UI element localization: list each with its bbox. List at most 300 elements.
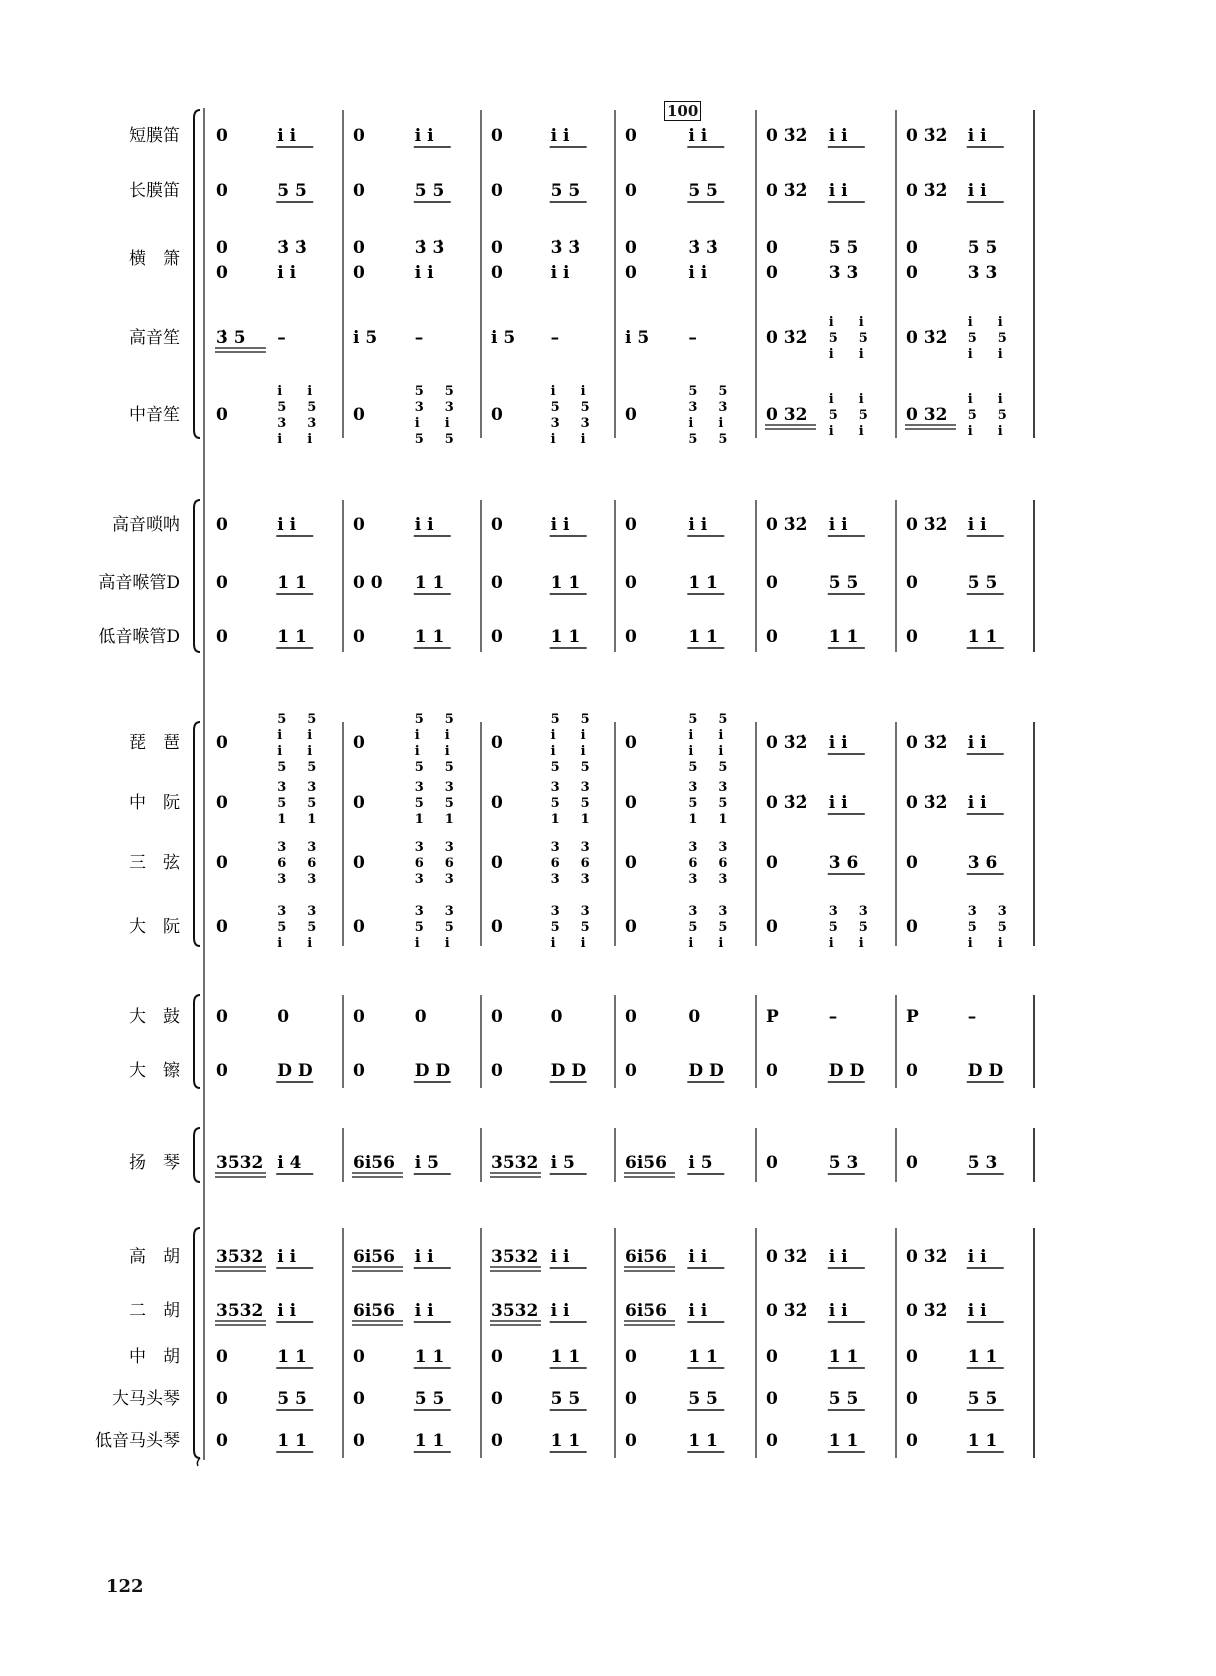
chord-note: 3 (858, 904, 868, 919)
note-text: 0 (625, 917, 637, 937)
note-text: 0 (491, 627, 503, 647)
note-text: i i (550, 1301, 570, 1321)
note-text: i i (828, 181, 848, 201)
chord-note: 5 (307, 760, 317, 775)
note-text: 6i56 (625, 1301, 667, 1321)
chord-note: 3 (414, 780, 424, 795)
note-text: 0 3̇2̇ (766, 1247, 808, 1267)
chord-note: i (277, 744, 283, 759)
chord-note: 5 (414, 796, 424, 811)
chord-note: 3 (550, 780, 560, 795)
note-upper: 0 (491, 238, 503, 258)
note-text: 1 1 (828, 1347, 859, 1367)
note-text: i i (967, 1247, 987, 1267)
note-text: 0 (491, 1431, 503, 1451)
chord-note: 6 (580, 856, 590, 871)
note-text: 0 (491, 1347, 503, 1367)
note-text: i i (277, 515, 297, 535)
chord-note: 3 (307, 904, 317, 919)
note-text: 0 (766, 1061, 778, 1081)
note-text: i i (828, 1247, 848, 1267)
note-text: i 5 (625, 328, 650, 348)
note-text: 0 (216, 1007, 228, 1027)
chord-note: 3 (444, 904, 454, 919)
note-text: 0 (216, 181, 228, 201)
note-text: 5 5 (414, 1389, 445, 1409)
note-text: i i (414, 515, 434, 535)
note-text: 3532 (491, 1153, 539, 1173)
note-text: – (828, 1007, 838, 1027)
chord-note: 3 (967, 904, 977, 919)
note-text: D D (688, 1061, 724, 1081)
note-text: 5 3 (967, 1153, 998, 1173)
note-text: – (277, 328, 286, 348)
chord-note: 5 (688, 796, 698, 811)
note-text: 0 (491, 853, 503, 873)
note-text: i i (277, 1301, 297, 1321)
note-text: 1 1 (414, 627, 445, 647)
note-text: 3̇ 5 (216, 328, 246, 348)
note-text: 0 (491, 181, 503, 201)
note-text: 0 (625, 1431, 637, 1451)
chord-note: 3 (444, 840, 454, 855)
chord-note: 3 (307, 780, 317, 795)
note-text: 0 (625, 627, 637, 647)
note-upper: 3̇ 3̇ (550, 238, 581, 258)
chord-note: 5 (858, 408, 868, 423)
note-lower: i i (550, 263, 570, 283)
chord-note: 5 (688, 760, 698, 775)
chord-note: 5 (307, 400, 317, 415)
note-text: 5 3 (828, 1153, 859, 1173)
chord-note: 5 (580, 712, 590, 727)
note-lower: 0 (491, 263, 503, 283)
instrument-label: 低音马头琴 (95, 1431, 180, 1451)
chord-note: i (858, 936, 864, 951)
chord-note: 6 (444, 856, 454, 871)
note-text: 0 3̇2̇ (766, 1301, 808, 1321)
chord-note: 5 (444, 432, 454, 447)
note-text: 0 3̇2̇ (906, 1301, 948, 1321)
chord-note: 5 (688, 432, 698, 447)
note-text: i i (967, 515, 987, 535)
note-text: 1 1 (277, 1431, 307, 1451)
chord-note: 3 (414, 400, 424, 415)
instrument-label: 大 镲 (129, 1061, 180, 1081)
note-text: 0 (550, 1007, 563, 1027)
note-text: i 5 (688, 1153, 713, 1173)
chord-note: i (550, 384, 556, 399)
chord-note: i (277, 728, 283, 743)
note-text: 0 (353, 627, 365, 647)
page-number: 122 (106, 1576, 144, 1597)
note-text: 0 (216, 126, 228, 146)
instrument-label: 高音唢呐 (112, 515, 180, 535)
note-text: 0 (353, 853, 365, 873)
chord-note: 5 (444, 760, 454, 775)
chord-note: 5 (828, 331, 838, 346)
note-text: 0 (353, 405, 365, 425)
note-upper: 0 (625, 238, 637, 258)
chord-note: i (828, 392, 834, 407)
chord-note: 5 (688, 712, 698, 727)
chord-note: 6 (550, 856, 560, 871)
chord-note: i (414, 744, 420, 759)
instrument-label: 二 胡 (129, 1301, 180, 1321)
note-text: 0 (353, 793, 365, 813)
note-text: 0 3̇2̇ (766, 181, 808, 201)
note-upper: 5 5 (967, 238, 998, 258)
group-brace (194, 1128, 200, 1182)
note-text: i i (414, 1247, 434, 1267)
note-text: 0 (766, 1431, 778, 1451)
chord-note: i (550, 744, 556, 759)
chord-note: 5 (718, 432, 728, 447)
note-text: 0 (906, 1431, 918, 1451)
note-text: 0 3̇2̇ (766, 733, 808, 753)
chord-note: 5 (718, 384, 728, 399)
chord-note: 3 (550, 416, 560, 431)
chord-note: i (858, 315, 864, 330)
note-text: 0 (906, 627, 918, 647)
note-text: 0 3̇2̇ (906, 181, 948, 201)
note-text: 0 (216, 405, 228, 425)
note-text: i i (688, 1247, 708, 1267)
chord-note: 5 (444, 796, 454, 811)
chord-note: i (444, 744, 450, 759)
note-text: i 5 (550, 1153, 575, 1173)
instrument-label: 中音笙 (129, 405, 180, 425)
note-text: 0 (625, 515, 637, 535)
chord-note: i (718, 936, 724, 951)
note-text: – (414, 328, 424, 348)
chord-note: 6 (688, 856, 698, 871)
chord-note: 1 (580, 812, 590, 827)
instrument-label: 中 胡 (129, 1347, 180, 1367)
chord-note: 5 (444, 920, 454, 935)
note-text: 0 (353, 126, 365, 146)
note-text: 5 5 (277, 1389, 307, 1409)
note-upper: 0 (216, 238, 228, 258)
chord-note: i (444, 416, 450, 431)
note-text: 0 (353, 1007, 365, 1027)
chord-note: 3 (277, 872, 287, 887)
note-text: D D (277, 1061, 313, 1081)
note-text: 0 (414, 1007, 427, 1027)
note-text: i i (828, 515, 848, 535)
note-text: P (766, 1007, 779, 1027)
note-text: D D (414, 1061, 451, 1081)
note-text: 1 1 (967, 1347, 998, 1367)
note-text: i 5 (353, 328, 378, 348)
note-text: 1 1 (688, 1431, 718, 1451)
note-text: 0 (216, 1431, 228, 1451)
chord-note: 5 (550, 796, 560, 811)
note-text: 1 1 (828, 1431, 859, 1451)
note-text: 5 5 (967, 1389, 998, 1409)
chord-note: 5 (414, 432, 424, 447)
chord-note: 3 (688, 840, 698, 855)
note-text: 3532 (491, 1301, 539, 1321)
instrument-label: 高 胡 (129, 1247, 180, 1267)
chord-note: i (688, 728, 694, 743)
note-text: 0 (625, 853, 637, 873)
note-text: 1 1 (688, 573, 718, 593)
chord-note: i (967, 315, 973, 330)
group-brace (194, 110, 200, 438)
note-text: i i (828, 793, 848, 813)
chord-note: 3 (580, 872, 590, 887)
note-text: i 5 (414, 1153, 439, 1173)
note-text: – (550, 328, 560, 348)
chord-note: i (277, 432, 283, 447)
chord-note: 3 (307, 840, 317, 855)
note-text: 0 (906, 573, 918, 593)
note-text: 0 (491, 573, 503, 593)
chord-note: 1 (307, 812, 317, 827)
instrument-label: 扬 琴 (129, 1153, 180, 1173)
note-text: 0 (277, 1007, 290, 1027)
note-text: D D (828, 1061, 865, 1081)
chord-note: i (580, 728, 586, 743)
note-text: 0 (906, 917, 918, 937)
bracket-end (197, 1458, 200, 1466)
note-text: 0 (491, 733, 503, 753)
note-text: i i (828, 733, 848, 753)
chord-note: 5 (997, 408, 1007, 423)
note-text: D D (550, 1061, 587, 1081)
chord-note: 3 (688, 904, 698, 919)
chord-note: i (414, 416, 420, 431)
chord-note: i (828, 347, 834, 362)
note-text: 3 6 (828, 853, 859, 873)
note-text: i i (967, 733, 987, 753)
chord-note: i (967, 347, 973, 362)
note-text: 0 (216, 793, 228, 813)
note-text: 3532 (216, 1301, 264, 1321)
chord-note: 5 (307, 920, 317, 935)
note-text: 0 (491, 793, 503, 813)
instrument-label: 高音笙 (129, 328, 180, 348)
note-text: 0 (216, 917, 228, 937)
chord-note: i (997, 424, 1003, 439)
note-text: i i (688, 126, 708, 146)
chord-note: i (688, 936, 694, 951)
instrument-label: 低音喉管D (98, 627, 180, 647)
note-text: i i (828, 1301, 848, 1321)
note-text: i i (967, 181, 987, 201)
note-text: 0 (625, 181, 637, 201)
note-lower: 0 (353, 263, 365, 283)
note-text: 0 (491, 1389, 503, 1409)
chord-note: 5 (414, 920, 424, 935)
chord-note: i (828, 424, 834, 439)
note-text: i i (550, 515, 570, 535)
note-text: 5 5 (550, 181, 581, 201)
note-text: 5 5 (688, 1389, 718, 1409)
note-text: 0 (766, 917, 778, 937)
note-text: 5 5 (828, 1389, 859, 1409)
chord-note: 5 (858, 920, 868, 935)
chord-note: i (277, 936, 283, 951)
chord-note: 5 (550, 712, 560, 727)
note-text: 0 (625, 405, 637, 425)
chord-note: 5 (858, 331, 868, 346)
note-text: 1 1 (277, 573, 307, 593)
note-text: 0 (625, 733, 637, 753)
chord-note: 3 (688, 780, 698, 795)
instrument-label: 三 弦 (129, 853, 180, 873)
note-text: 0 (906, 853, 918, 873)
chord-note: 3 (580, 416, 590, 431)
instrument-label: 高音喉管D (98, 573, 180, 593)
chord-note: i (967, 936, 973, 951)
note-text: 5 5 (828, 573, 859, 593)
note-text: i i (967, 793, 987, 813)
note-lower: i i (688, 263, 708, 283)
note-text: 0 (491, 1007, 503, 1027)
chord-note: 5 (277, 760, 287, 775)
note-lower: 3 3 (828, 263, 859, 283)
note-text: 0 (216, 573, 228, 593)
note-text: 0 3̇2̇ (766, 126, 808, 146)
note-text: 1 1 (550, 627, 581, 647)
instrument-label: 大马头琴 (112, 1389, 180, 1409)
note-text: i i (414, 1301, 434, 1321)
note-text: 3532 (216, 1153, 264, 1173)
note-text: 0 (625, 1061, 637, 1081)
chord-note: 1 (688, 812, 698, 827)
note-text: 0 (216, 853, 228, 873)
chord-note: 3 (444, 872, 454, 887)
note-text: 0 (216, 1347, 228, 1367)
note-lower: 0 (906, 263, 918, 283)
note-text: 6i56 (353, 1153, 395, 1173)
note-lower: 0 (766, 263, 778, 283)
chord-note: 5 (828, 920, 838, 935)
chord-note: i (828, 315, 834, 330)
chord-note: i (688, 744, 694, 759)
chord-note: i (307, 384, 313, 399)
chord-note: 6 (414, 856, 424, 871)
note-text: i i (550, 126, 570, 146)
chord-note: i (307, 728, 313, 743)
note-text: 0 0 (353, 573, 383, 593)
note-text: 0 32 (766, 405, 808, 425)
chord-note: 1 (444, 812, 454, 827)
chord-note: 3 (688, 872, 698, 887)
chord-note: i (580, 744, 586, 759)
chord-note: 3 (718, 904, 728, 919)
chord-note: 3 (550, 872, 560, 887)
chord-note: 3 (550, 840, 560, 855)
note-text: 6i56 (353, 1247, 395, 1267)
note-text: 0 (688, 1007, 701, 1027)
chord-note: i (997, 936, 1003, 951)
chord-note: 5 (550, 400, 560, 415)
note-text: i i (967, 1301, 987, 1321)
chord-note: 1 (550, 812, 560, 827)
note-text: 0 (625, 126, 637, 146)
note-text: 0 (216, 1389, 228, 1409)
note-text: – (967, 1007, 977, 1027)
note-text: 1 1 (828, 627, 859, 647)
chord-note: i (858, 347, 864, 362)
note-text: i i (688, 1301, 708, 1321)
chord-note: 5 (414, 384, 424, 399)
chord-note: 5 (277, 920, 287, 935)
chord-note: i (414, 936, 420, 951)
note-text: – (688, 328, 697, 348)
note-text: 1 1 (550, 1347, 581, 1367)
chord-note: 5 (277, 400, 287, 415)
note-text: 0 (625, 573, 637, 593)
note-text: 0 (216, 733, 228, 753)
note-text: 0 (766, 1153, 778, 1173)
note-upper: 5 5 (828, 238, 859, 258)
note-text: 0 (766, 1347, 778, 1367)
note-text: 0 32 (906, 405, 948, 425)
note-text: 3 6 (967, 853, 998, 873)
chord-note: 3 (718, 400, 728, 415)
note-text: 0 (353, 1389, 365, 1409)
note-text: 0 3̇2̇ (766, 793, 808, 813)
chord-note: i (580, 432, 586, 447)
note-text: 0 (906, 1153, 918, 1173)
chord-note: 3 (828, 904, 838, 919)
note-lower: 3 3 (967, 263, 998, 283)
note-text: 0 (625, 1007, 637, 1027)
chord-note: 1 (718, 812, 728, 827)
chord-note: i (580, 936, 586, 951)
note-text: 1 1 (277, 627, 307, 647)
note-text: 0 (766, 573, 778, 593)
chord-note: 3 (997, 904, 1007, 919)
chord-note: i (550, 936, 556, 951)
note-text: i i (828, 126, 848, 146)
note-text: 0 (353, 1061, 365, 1081)
note-text: 0 (625, 1389, 637, 1409)
chord-note: 5 (580, 760, 590, 775)
group-brace (194, 500, 200, 652)
note-text: 0 3̇2̇ (906, 793, 948, 813)
chord-note: 5 (718, 920, 728, 935)
note-text: 0 (353, 515, 365, 535)
chord-note: 3 (414, 840, 424, 855)
chord-note: i (307, 744, 313, 759)
note-text: 0 (216, 1061, 228, 1081)
chord-note: i (997, 347, 1003, 362)
note-text: i 4 (277, 1153, 302, 1173)
note-text: 0 3̇2̇ (906, 733, 948, 753)
chord-note: 5 (580, 796, 590, 811)
note-text: 5 5 (277, 181, 307, 201)
note-lower: 0 (625, 263, 637, 283)
chord-note: i (718, 744, 724, 759)
instrument-label: 短膜笛 (129, 126, 180, 146)
chord-note: i (444, 728, 450, 743)
note-text: 0 (353, 181, 365, 201)
note-text: i i (414, 126, 434, 146)
chord-note: 3 (277, 416, 287, 431)
chord-note: 5 (718, 760, 728, 775)
chord-note: i (277, 384, 283, 399)
chord-note: 3 (718, 840, 728, 855)
note-text: 6i56 (353, 1301, 395, 1321)
chord-note: 5 (550, 760, 560, 775)
note-text: 0 (766, 1389, 778, 1409)
note-text: 3532 (216, 1247, 264, 1267)
